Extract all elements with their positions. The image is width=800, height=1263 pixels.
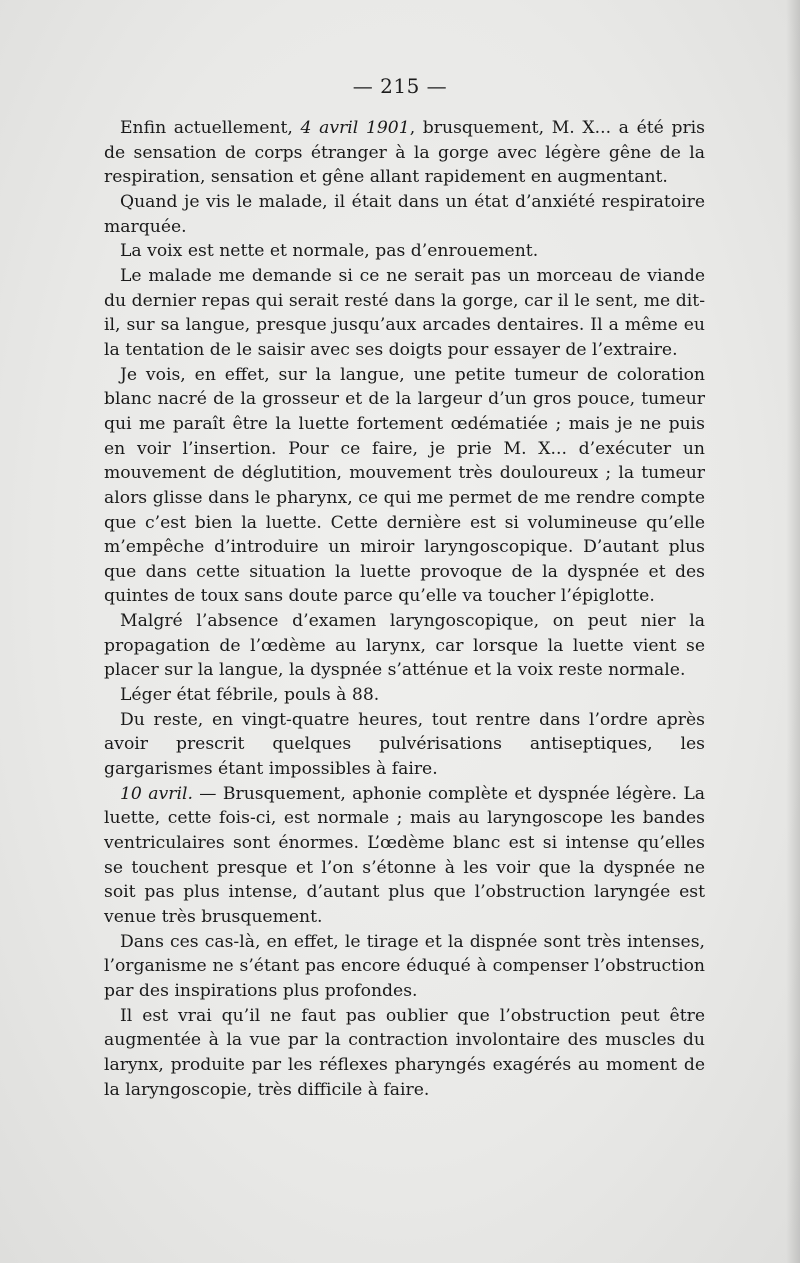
- body-text: [104, 116, 705, 1102]
- date-italic: 4 avril 1901: [300, 118, 410, 138]
- paragraph-text: Le malade me demande si ce ne serait pas un morceau de viande du dernier repas qui serait resté dans la gorge, car il le sent, me dit-il, sur sa langue, presque jusqu’aux arcades dentaires. Il a même eu la tentation de le saisir avec ses doigts pour essayer de l’extraire.: [104, 265, 705, 360]
- paragraph-text: Quand je vis le malade, il était dans un état d’anxiété respiratoire marquée.: [104, 191, 705, 237]
- paragraph: [104, 239, 705, 264]
- page-edge-shadow: [786, 0, 800, 1263]
- paragraph: [104, 609, 705, 683]
- date-italic: 10 avril.: [120, 783, 193, 804]
- paragraph: [104, 708, 705, 782]
- paragraph-text: — Brusquement, aphonie complète et dyspnée légère. La luette, cette fois-ci, est normale ; mais au laryngoscope les bandes ventriculaires sont énormes. L’œdème blanc est si intense qu’elles se touchent presque et l’on s’étonne à les voir que la dyspnée ne soit pas plus intense, d’autant plus que l’obstruction laryngée est venue très brusquement.: [104, 783, 705, 927]
- page-number: — 215 —: [352, 74, 448, 98]
- paragraph-text: Léger état fébrile, pouls à 88.: [120, 685, 380, 706]
- paragraph: [104, 190, 705, 239]
- paragraph-text: Du reste, en vingt-quatre heures, tout rentre dans l’ordre après avoir prescrit quelques pulvérisations antiseptiques, les gargarismes étant impossibles à faire.: [104, 709, 705, 780]
- paragraph-text: Dans ces cas-là, en effet, le tirage et la dispnée sont très intenses, l’organisme ne s’étant pas encore éduqué à compenser l’obstruction par des inspirations plus profondes.: [104, 931, 705, 1001]
- paragraph-text: Il est vrai qu’il ne faut pas oublier que l’obstruction peut être augmentée à la vue par la contraction involontaire des muscles du larynx, produite par les réflexes pharyngés exagérés au moment de la laryngoscopie, très difficile à faire.: [104, 1005, 705, 1100]
- paragraph: [104, 930, 705, 1004]
- paragraph: [104, 1004, 705, 1103]
- paragraph: [104, 264, 705, 363]
- paragraph-text: Je vois, en effet, sur la langue, une petite tumeur de coloration blanc nacré de la grosseur et de la largeur d’un gros pouce, tumeur qui me paraît être la luette fortement œdématiée ; mais je ne puis en voir l’insertion. Pour ce faire, je prie M. X... d’exécuter un mouvement de déglutition, mouvement très douloureux ; la tumeur alors glisse dans le pharynx, ce qui me permet de me rendre compte que c’est bien la luette. Cette dernière est si volumineuse qu’elle m’empêche d’introduire un miroir laryngoscopique. D’autant plus que dans cette situation la luette provoque de la dyspnée et des quintes de toux sans doute parce qu’elle va toucher l’épiglotte.: [104, 364, 705, 607]
- paragraph: [104, 782, 705, 930]
- paragraph-text: La voix est nette et normale, pas d’enrouement.: [120, 241, 539, 262]
- paragraph-text: Malgré l’absence d’examen laryngoscopique, on peut nier la propagation de l’œdème au larynx, car lorsque la luette vient se placer sur la langue, la dyspnée s’atténue et la voix reste normale.: [104, 611, 705, 681]
- paragraph: [104, 683, 705, 708]
- paragraph-text: , brusquement, M. X... a été pris de sensation de corps étranger à la gorge avec légère gêne de la respiration, sensation et gêne allant rapidement en augmentant.: [104, 118, 706, 188]
- paragraph: [104, 116, 705, 190]
- paragraph-lead: Enfin actuellement,: [120, 118, 301, 138]
- paragraph: [104, 363, 705, 610]
